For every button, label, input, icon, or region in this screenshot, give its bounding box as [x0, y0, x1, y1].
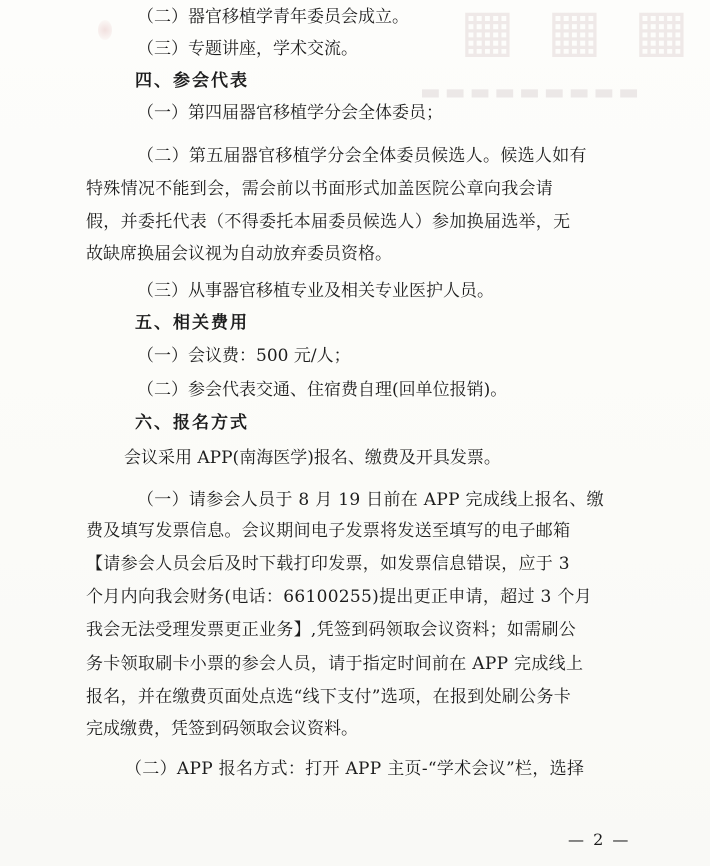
- text-line: 报名，并在缴费页面处点选“线下支付”选项，在报到处刷公务卡: [86, 687, 572, 707]
- text-line: （二）APP 报名方式：打开 APP 主页-“学术会议”栏，选择: [125, 759, 585, 779]
- section-heading: 六、报名方式: [135, 413, 249, 433]
- text-line: 费及填写发票信息。会议期间电子发票将发送至填写的电子邮箱: [86, 521, 571, 541]
- section-heading: 四、参会代表: [135, 71, 249, 91]
- text-line: 务卡领取刷卡小票的参会人员，请于指定时间前在 APP 完成线上: [86, 654, 584, 674]
- page-number: — 2 —: [568, 830, 631, 849]
- text-line: （三）从事器官移植专业及相关专业医护人员。: [137, 281, 494, 301]
- section-heading: 五、相关费用: [135, 313, 249, 333]
- watermark: [380, 2, 700, 110]
- text-line: 完成缴费，凭签到码领取会议资料。: [86, 719, 358, 739]
- text-line: （一）会议费：500 元/人；: [137, 346, 351, 366]
- text-line: （二）第五届器官移植学分会全体委员候选人。候选人如有: [137, 146, 587, 166]
- text-line: （二）器官移植学青年委员会成立。: [137, 7, 409, 27]
- watermark-mark: ▦ ▦ ▦: [460, 0, 695, 64]
- text-line: 假，并委托代表（不得委托本届委员候选人）参加换届选举，无: [86, 212, 571, 232]
- text-line: （一）请参会人员于 8 月 19 日前在 APP 完成线上报名、缴: [137, 490, 604, 510]
- text-line: （二）参会代表交通、住宿费自理(回单位报销)。: [137, 380, 508, 400]
- text-line: 个月内向我会财务(电话：66100255)提出更正申请，超过 3 个月: [86, 587, 592, 607]
- ink-smudge: [98, 20, 112, 40]
- text-line: 会议采用 APP(南海医学)报名、缴费及开具发票。: [124, 448, 501, 468]
- text-line: 【请参会人员会后及时下载打印发票，如发票信息错误，应于 3: [86, 554, 570, 574]
- text-line: （三）专题讲座，学术交流。: [137, 39, 358, 59]
- text-line: （一）第四届器官移植学分会全体委员；: [137, 103, 443, 123]
- text-line: 故缺席换届会议视为自动放弃委员资格。: [86, 244, 392, 264]
- text-line: 我会无法受理发票更正业务】,凭签到码领取会议资料；如需刷公: [86, 620, 577, 640]
- watermark-band: ▬▬▬▬▬▬▬▬▬: [420, 80, 644, 105]
- text-line: 特殊情况不能到会，需会前以书面形式加盖医院公章向我会请: [86, 179, 554, 199]
